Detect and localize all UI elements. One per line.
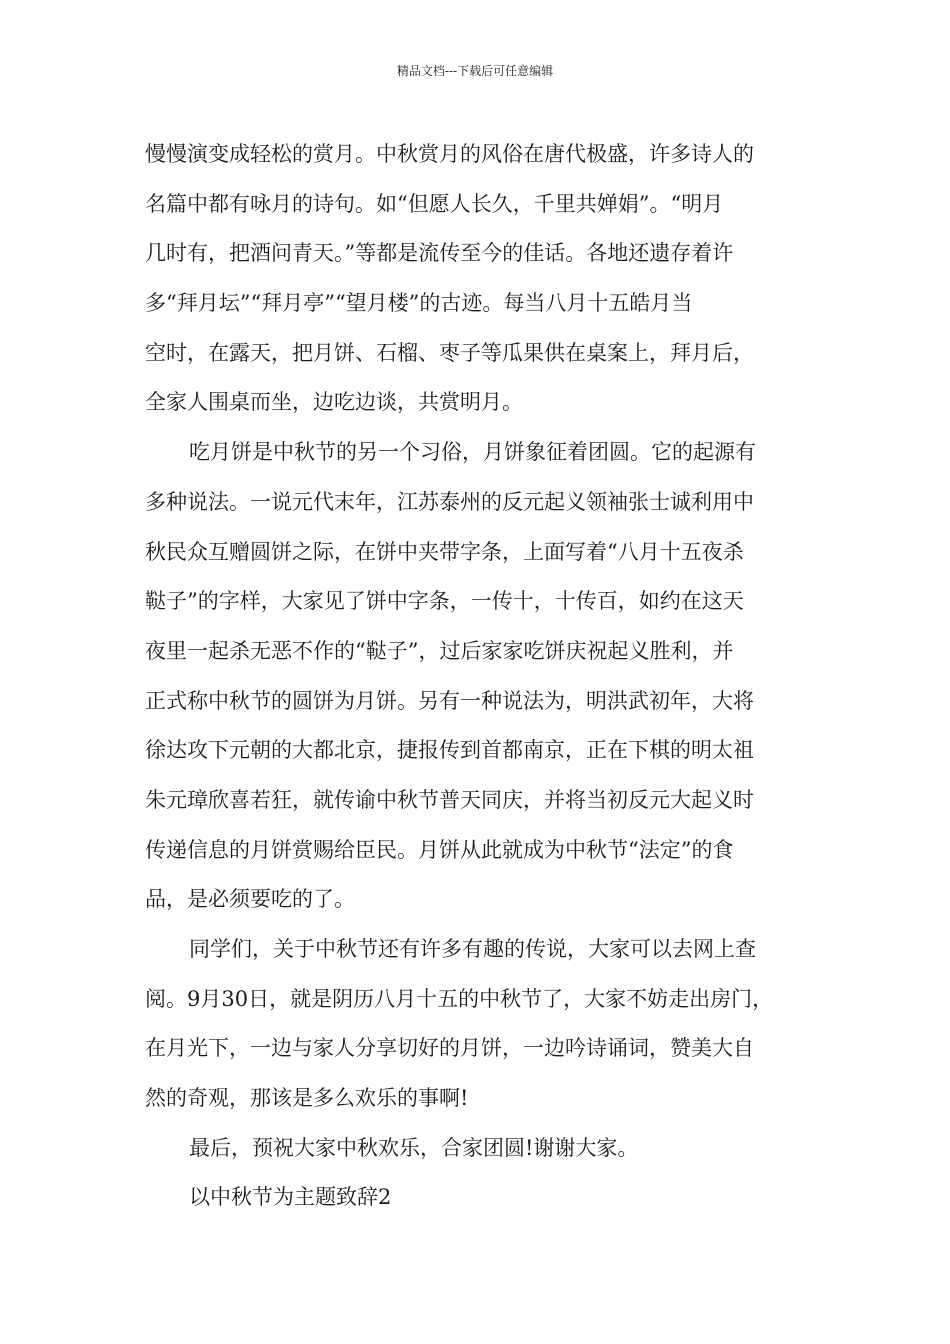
text-line: 朱元璋欣喜若狂，就传谕中秋节普天同庆，并将当初反元大起义时 [145, 787, 754, 812]
text-line: 吃月饼是中秋节的另一个习俗，月饼象征着团圆。它的起源有 [189, 440, 756, 465]
text-line: 多种说法。一说元代末年，江苏泰州的反元起义领袖张士诚利用中 [145, 489, 754, 514]
text-line: 然的奇观，那该是多么欢乐的事啊! [145, 1086, 469, 1111]
text-line: 慢慢演变成轻松的赏月。中秋赏月的风俗在唐代极盛，许多诗人的 [145, 142, 754, 166]
text-line: 正式称中秋节的圆饼为月饼。另有一种说法为，明洪武初年，大将 [145, 688, 754, 713]
text-line: 全家人围桌而坐，边吃边谈，共赏明月。 [145, 390, 523, 415]
text-line: 鞑子”的字样，大家见了饼中字条，一传十，十传百，如约在这天 [145, 589, 744, 614]
text-line: 在月光下，一边与家人分享切好的月饼，一边吟诗诵词，赞美大自 [145, 1036, 754, 1061]
text-line: 最后，预祝大家中秋欢乐，合家团圆!谢谢大家。 [189, 1135, 639, 1160]
text-line: 以中秋节为主题致辞2 [189, 1185, 392, 1210]
text-line: 品，是必须要吃的了。 [145, 887, 355, 912]
text-line: 名篇中都有咏月的诗句。如“但愿人长久，千里共婵娟”。“明月 [145, 191, 724, 216]
text-line: 秋民众互赠圆饼之际，在饼中夹带字条，上面写着“八月十五夜杀 [145, 539, 744, 564]
page-header: 精品文档---下载后可任意编辑 [396, 64, 554, 78]
text-line: 同学们，关于中秋节还有许多有趣的传说，大家可以去网上查 [189, 937, 756, 961]
text-line: 徐达攻下元朝的大都北京，捷报传到首都南京，正在下棋的明太祖 [145, 738, 754, 763]
text-line: 几时有，把酒问青天。”等都是流传至今的佳话。各地还遗存着许 [145, 241, 734, 266]
text-line: 夜里一起杀无恶不作的“鞑子”，过后家家吃饼庆祝起义胜利，并 [145, 638, 734, 663]
text-line: 阅。9月30日，就是阴历八月十五的中秋节了，大家不妨走出房门， [145, 986, 774, 1011]
document-body [145, 130, 815, 1223]
text-line: 多“拜月坛”“拜月亭”“望月楼”的古迹。每当八月十五皓月当 [145, 291, 693, 316]
text-line: 空时，在露天，把月饼、石榴、枣子等瓜果供在桌案上，拜月后， [145, 340, 754, 365]
text-line: 传递信息的月饼赏赐给臣民。月饼从此就成为中秋节“法定”的食 [145, 837, 734, 862]
